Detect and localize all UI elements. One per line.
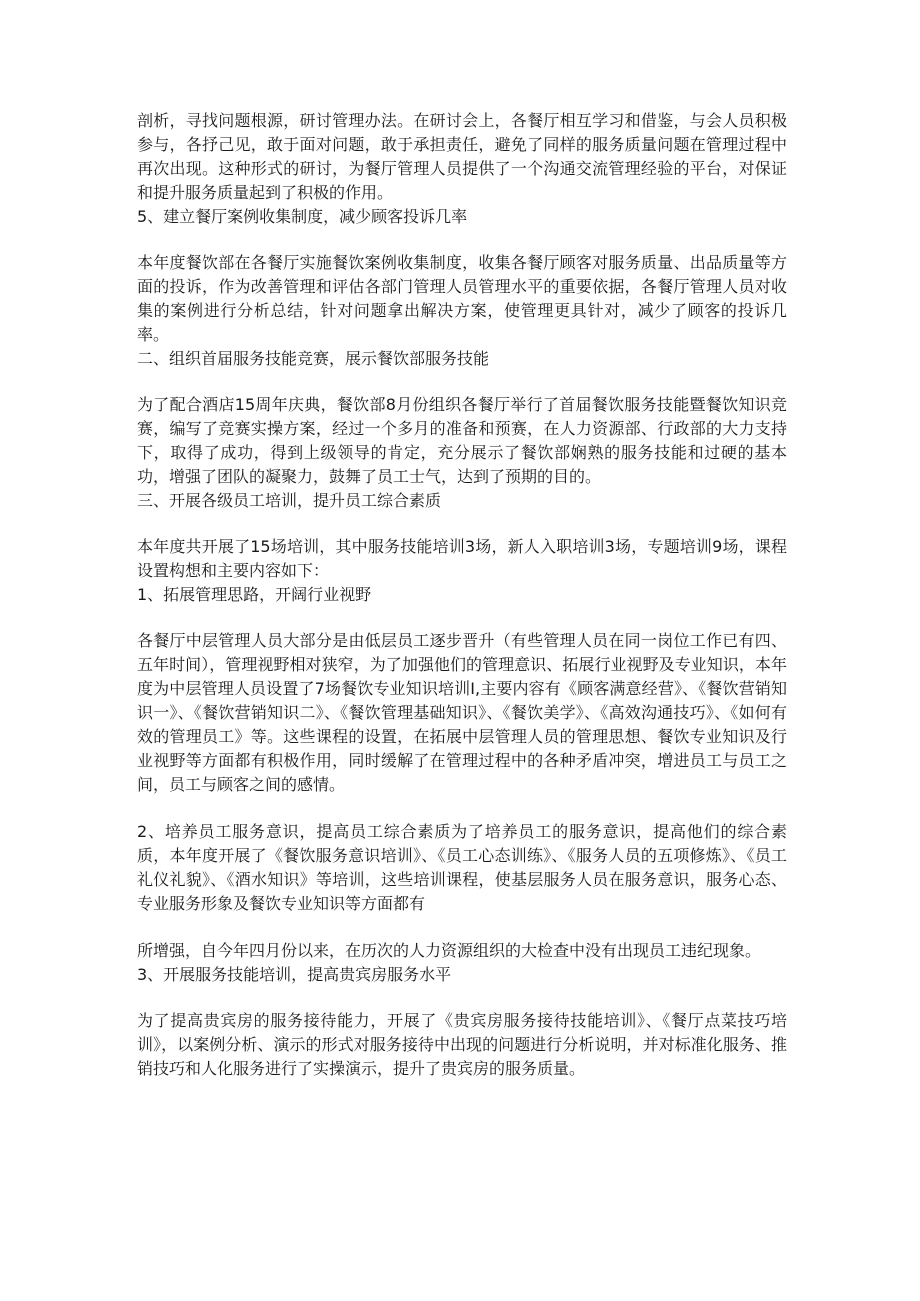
- document-body: [137, 109, 787, 1081]
- paragraph-case-collection: 本年度餐饮部在各餐厅实施餐饮案例收集制度，收集各餐厅顾客对服务质量、出品质量等方面的投诉，作为改善管理和评估各部门管理人员管理水平的重要依据，各餐厅管理人员对收集的案例进行分析总结，针对问题拿出解决方案，使管理更具针对，减少了顾客的投诉几率。: [137, 253, 787, 344]
- heading-staff-training: 三、开展各级员工培训，提升员工综合素质: [137, 491, 442, 510]
- heading-management-vision: 1、拓展管理思路，开阔行业视野: [137, 585, 372, 604]
- paragraph-vip-service: 为了提高贵宾房的服务接待能力，开展了《贵宾房服务接待技能培训》、《餐厅点菜技巧培训》，以案例分析、演示的形式对服务接待中出现的问题进行分析说明，并对标准化服务、推销技巧和人化服务进行了实操演示，提升了贵宾房的服务质量。: [137, 1011, 787, 1078]
- paragraph-management-vision: 各餐厅中层管理人员大部分是由低层员工逐步晋升（有些管理人员在同一岗位工作已有四、五年时间），管理视野相对狭窄，为了加强他们的管理意识、拓展行业视野及专业知识，本年度为中层管理人员设置了7场餐饮专业知识培训I,主要内容有《顾客满意经营》、《餐饮营销知识一》、《餐饮营销知识二》、《餐饮管理基础知识》、《餐饮美学》、《高效沟通技巧》、《如何有效的管理员工》等。这些课程的设置，在拓展中层管理人员的管理思想、餐饮专业知识及行业视野等方面都有积极作用，同时缓解了在管理过程中的各种矛盾冲突，增进员工与员工之间，员工与顾客之间的感情。: [137, 631, 787, 794]
- paragraph-skills-competition: 为了配合酒店15周年庆典，餐饮部8月份组织各餐厅举行了首届餐饮服务技能暨餐饮知识竞赛，编写了竞赛实操方案，经过一个多月的准备和预赛，在人力资源部、行政部的大力支持下，取得了成功，得到上级领导的肯定，充分展示了餐饮部娴熟的服务技能和过硬的基本功，增强了团队的凝聚力，鼓舞了员工士气，达到了预期的目的。: [137, 395, 787, 486]
- paragraph-discipline-result: 所增强，自今年四月份以来，在历次的人力资源组织的大检查中没有出现员工违纪现象。: [137, 941, 762, 960]
- paragraph-service-awareness: 2、培养员工服务意识，提高员工综合素质为了培养员工的服务意识，提高他们的综合素质，本年度开展了《餐饮服务意识培训》、《员工心态训练》、《服务人员的五项修炼》、《员工礼仪礼貌》、《酒水知识》等培训，这些培训课程，使基层服务人员在服务意识，服务心态、专业服务形象及餐饮专业知识等方面都有: [137, 822, 787, 913]
- paragraph-review-meeting: 剖析，寻找问题根源，研讨管理办法。在研讨会上，各餐厅相互学习和借鉴，与会人员积极参与，各抒己见，敢于面对问题，敢于承担责任，避免了同样的服务质量问题在管理过程中再次出现。这种形式的研讨，为餐厅管理人员提供了一个沟通交流管理经验的平台，对保证和提升服务质量起到了积极的作用。: [137, 111, 787, 202]
- heading-skills-competition: 二、组织首届服务技能竞赛，展示餐饮部服务技能: [137, 349, 490, 368]
- heading-case-collection: 5、建立餐厅案例收集制度，减少顾客投诉几率: [137, 207, 468, 226]
- paragraph-training-overview: 本年度共开展了15场培训，其中服务技能培训3场，新人入职培训3场，专题培训9场，课程设置构想和主要内容如下：: [137, 537, 787, 580]
- heading-vip-service: 3、开展服务技能培训，提高贵宾房服务水平: [137, 965, 452, 984]
